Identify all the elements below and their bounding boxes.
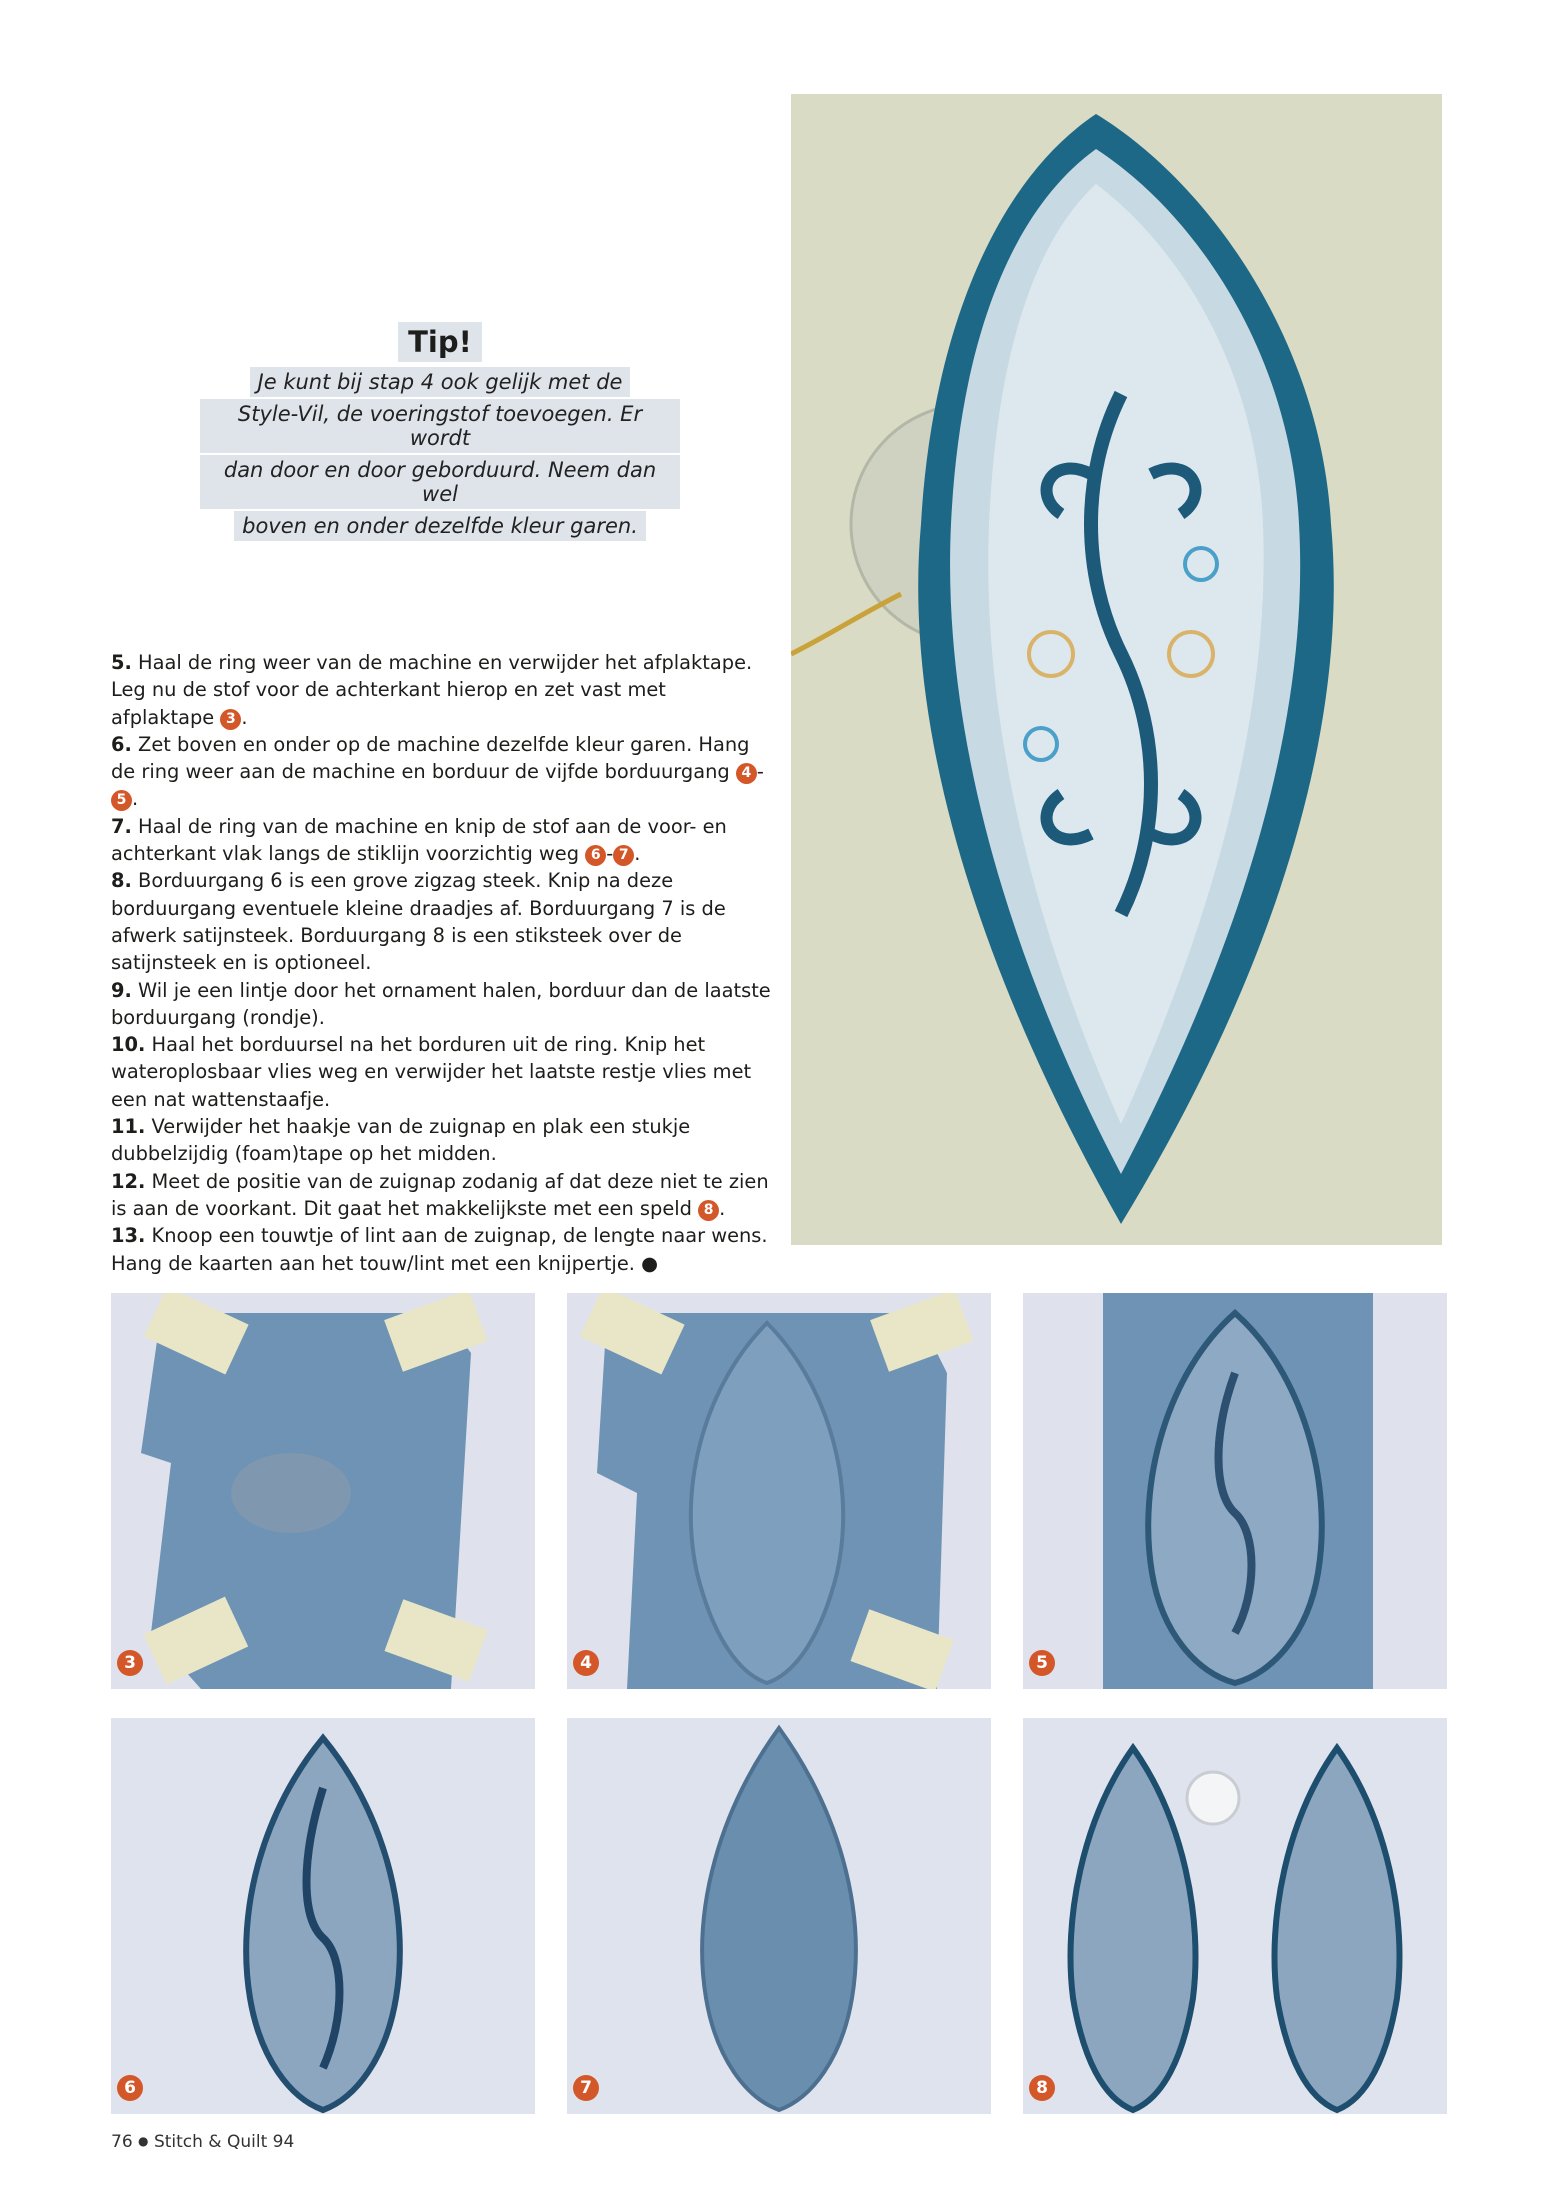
photo-label: 6 [117,2075,143,2101]
photo-step-7 [567,1718,991,2114]
step-end: . [132,787,139,811]
photo-reference-badge: 3 [220,709,241,730]
step-end: . [719,1196,726,1220]
step-item [111,867,771,976]
photo-reference-badge: 6 [585,845,606,866]
step-number: 12. [111,1169,146,1193]
photo-label: 5 [1029,1650,1055,1676]
step-end: . [241,705,248,729]
step-item [111,977,771,1032]
tip-line: Je kunt bij stap 4 ook gelijk met de [250,367,631,397]
tip-line: boven en onder dezelfde kleur garen. [234,511,646,541]
step-number: 8. [111,869,132,893]
step-text: Wil je een lintje door het ornament halen, borduur dan de laatste borduurgang (rondje). [111,978,771,1029]
step-text: Haal het borduursel na het borduren uit de ring. Knip het wateroplosbaar vlies weg en verwijder het laatste restje vlies met een nat wattenstaafje. [111,1033,752,1111]
photo-reference-badge: 8 [698,1200,719,1221]
photo-reference-badge: 7 [613,845,634,866]
photo-label: 8 [1029,2075,1055,2101]
step-text: Haal de ring van de machine en knip de stof aan de voor- en achterkant vlak langs de stiklijn voorzichtig weg [111,814,727,866]
photo-reference-badge: 5 [111,790,132,811]
step-number: 10. [111,1033,146,1057]
tip-line: dan door en door geborduurd. Neem dan wel [200,455,680,509]
step-text: Meet de positie van de zuignap zodanig af dat deze niet te zien is aan de voorkant. Dit gaat het makkelijkste met een speld [111,1169,769,1220]
step-number: 7. [111,814,132,838]
tip-title: Tip! [398,322,482,362]
step-item [111,1168,771,1223]
step-number: 9. [111,978,132,1002]
photo-reference-badge: 4 [736,763,757,784]
step-text: Haal de ring weer van de machine en verwijder het afplaktape. Leg nu de stof voor de achterkant hierop en zet vast met afplaktape [111,651,753,729]
page-number: 76 [111,2132,133,2152]
step-text: Knoop een touwtje of lint aan de zuignap, de lengte naar wens. Hang de kaarten aan het touw/lint met een knijpertje. [111,1224,768,1275]
step-end: ● [634,1251,659,1275]
step-text: Verwijder het haakje van de zuignap en plak een stukje dubbelzijdig (foam)tape op het midden. [111,1115,691,1166]
photo-step-8 [1023,1718,1447,2114]
step-number: 11. [111,1115,146,1139]
step-end: . [634,842,641,866]
photo-step-3 [111,1293,535,1689]
instruction-steps [111,649,771,1277]
photo-label: 4 [573,1650,599,1676]
step-item [111,1113,771,1168]
photo-step-5 [1023,1293,1447,1689]
page-footer [111,2132,294,2152]
tip-line: Style-Vil, de voeringstof toevoegen. Er wordt [200,399,680,453]
hero-photo [791,94,1442,1245]
step-text: Borduurgang 6 is een grove zigzag steek. Knip na deze borduurgang eventuele kleine draadjes af. Borduurgang 7 is de afwerk satijnsteek. Borduurgang 8 is een stiksteek over de satijnsteek en is optioneel. [111,869,726,975]
magazine-name: Stitch & Quilt 94 [153,2132,295,2152]
step-number: 13. [111,1224,146,1248]
step-item: 6. Zet boven en onder op de machine dezelfde kleur garen. Hang de ring weer aan de machine en borduur de vijfde borduurgang 4 -5 . [111,732,764,811]
photo-step-4 [567,1293,991,1689]
step-item: 7. Haal de ring van de machine en knip de stof aan de voor- en achterkant vlak langs de stiklijn voorzichtig weg 6 - 7 . [111,814,727,866]
step-item [111,1031,771,1113]
step-item [111,649,771,731]
step-number: 5. [111,651,132,674]
step-item [111,1222,771,1277]
photo-label: 3 [117,1650,143,1676]
photo-step-6 [111,1718,535,2114]
step-number: 6. [111,732,132,756]
tip-box [200,322,680,542]
photo-label: 7 [573,2075,599,2101]
step-text: Zet boven en onder op de machine dezelfde kleur garen. Hang de ring weer aan de machine en borduur de vijfde borduurgang [111,732,750,784]
footer-bullet: ● [138,2134,149,2148]
